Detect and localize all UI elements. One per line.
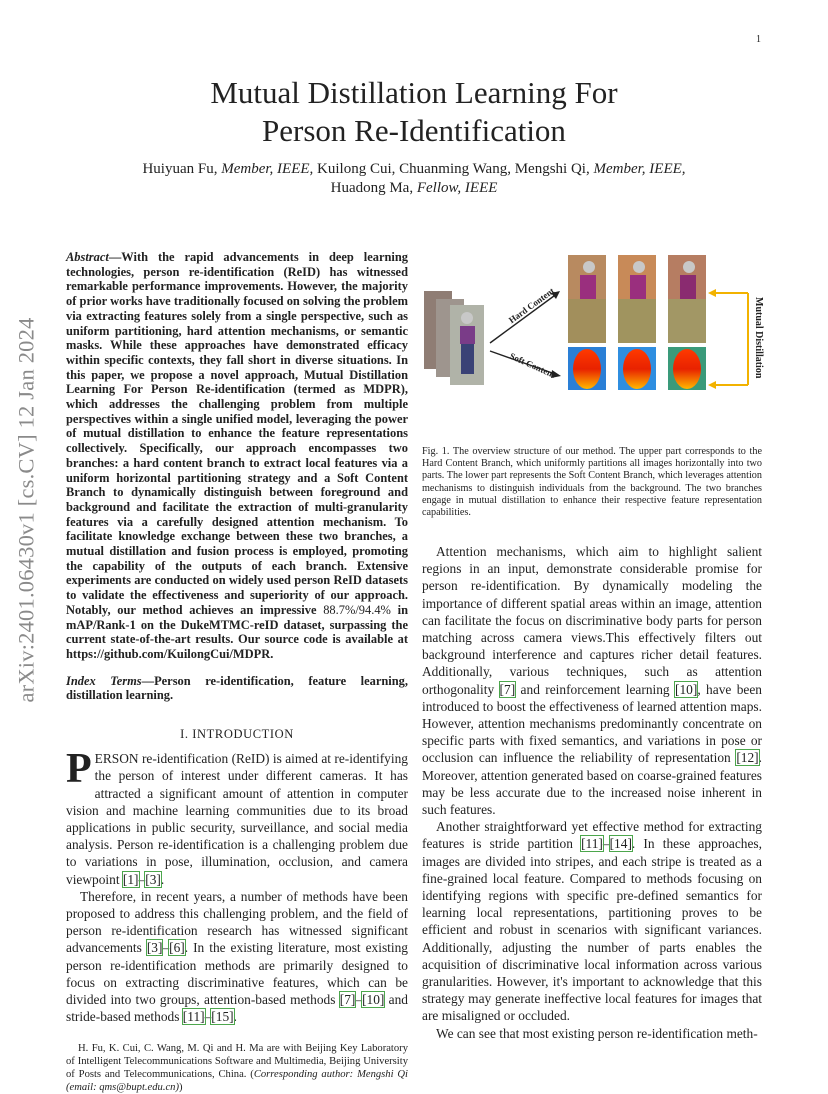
index-terms-label: Index Terms xyxy=(66,673,142,688)
heatmap-1-hotspot xyxy=(573,349,601,389)
intro-paragraph-2 xyxy=(66,888,408,1026)
right-column xyxy=(422,543,762,1042)
abstract-text-2: in mAP/Rank-1 on the DukeMTMC-reID dataset, surpassing the current state-of-the-art results. Our source code is available at https://github.com/KuilongCui/MDPR. xyxy=(66,602,408,661)
hard-image-1-lower xyxy=(568,299,606,343)
abstract-metric: 88.7%/94.4% xyxy=(323,602,391,617)
soft-content-label: Soft Content xyxy=(508,350,557,380)
hard-person-1 xyxy=(580,275,596,299)
right-p2-text-2: . In these approaches, images are divided into stripes, and each stripe is treated as a fine-grained local feature. Compared to methods focusing on identifying regions with specific pre-defined semantics for learning local representations, partitioning proves to be efficient and robust in scenarios with significant variances. Additionally, adjusting the number of parts enables the acquisition of discriminative local information across various granularities. However, it's important to acknowledge that this strategy may generate ineffective local features for images that are misaligned or occluded. xyxy=(422,836,762,1024)
mutual-distillation-label: Mutual Distillation xyxy=(753,297,764,379)
hard-person-3 xyxy=(680,275,696,299)
citation-link[interactable]: [7] xyxy=(499,681,516,697)
citation-link[interactable]: [11] xyxy=(581,836,603,852)
bracket-top-arrowhead xyxy=(708,289,716,297)
citation-link[interactable]: [11] xyxy=(182,1009,205,1025)
citation-dash: – xyxy=(162,940,170,956)
abstract-label: Abstract xyxy=(66,250,109,264)
intro-p1-text: ERSON re-identification (ReID) is aimed at re-identifying the person of interest under different cameras. It has attracted a significant amount of attention in computer vision and machine learning communities due to its broad applications in public security, surveillance, and social media analysis. Person re-identification is a challenging problem due to variations in pose, illumination, occlusion, and camera viewpoint xyxy=(66,751,408,887)
intro-p1-end: . xyxy=(160,871,165,887)
author-text-1: Huiyuan Fu, xyxy=(142,161,222,177)
citation-link[interactable]: [14] xyxy=(609,836,632,852)
face-mask xyxy=(461,312,473,324)
title-line-1: Mutual Distillation Learning For xyxy=(210,75,618,110)
figure-1-diagram xyxy=(420,255,772,390)
index-terms xyxy=(66,674,408,703)
citation-link[interactable]: [10] xyxy=(675,681,698,697)
person-shirt xyxy=(460,326,475,344)
author-list xyxy=(100,160,728,198)
citation-link[interactable]: [15] xyxy=(211,1009,234,1025)
section-heading-introduction: I. INTRODUCTION xyxy=(180,727,294,742)
affiliation-footnote xyxy=(66,1042,408,1094)
input-image-stack xyxy=(424,291,484,385)
author-membership-3: Fellow, IEEE xyxy=(416,180,498,196)
face-mask xyxy=(633,261,645,273)
heatmap-2-hotspot xyxy=(623,349,651,389)
author-membership-1: Member, IEEE, xyxy=(221,161,314,177)
citation-dash: – xyxy=(355,991,363,1007)
soft-content-heatmaps xyxy=(568,347,706,390)
citation-link[interactable]: [10] xyxy=(362,991,385,1007)
author-membership-2: Member, IEEE, xyxy=(593,161,686,177)
abstract-text-1: —With the rapid advancements in deep learning technologies, person re-identification (ReID) has witnessed remarkable performance improvements. However, the majority of prior works have traditionally focused on solving the problem via extracting features solely from a single perspective, such as uniform partitioning, hard attention mechanisms, or semantic masks. While these approaches have demonstrated efficacy within specific contexts, they fall short in diverse situations. In this paper, we propose a novel approach, Mutual Distillation Learning For Person Re-identification (termed as MDPR), which addresses the challenging problem from multiple perspectives within a single unified model, leveraging the power of mutual distillation to enhance the feature representations collectively. Specifically, our approach encompasses two branches: a hard content branch to extract local features via a uniform horizontal partitioning strategy and a Soft Content Branch to dynamically distinguish between foreground and background and facilitate the extraction of multi-granularity features via a carefully designed attention mechanism. To facilitate knowledge exchange between these two branches, a mutual distillation and fusion process is employed, promoting the capability of the outputs of each branch. Extensive experiments are conducted on widely used person ReID datasets to validate the effectiveness and superiority of our approach. Notably, our method achieves an impressive xyxy=(66,250,408,617)
index-terms-text: —Person re-identification, feature learning, distillation learning. xyxy=(66,673,409,703)
abstract xyxy=(66,250,408,662)
footnote-text: H. Fu, K. Cui, C. Wang, M. Qi and H. Ma are with Beijing Key Laboratory of Intelligent Telecommunications Software and Multimedia, Beijing University of Posts and Telecommunications, China. ( xyxy=(66,1043,408,1081)
footnote-end: ) xyxy=(179,1082,183,1094)
citation-link[interactable]: [1] xyxy=(122,871,139,887)
left-column xyxy=(66,250,408,1094)
citation-link[interactable]: [6] xyxy=(169,940,185,956)
right-p2-text-1: Another straightforward yet effective method for extracting features is stride partition xyxy=(422,819,762,852)
figure-1-caption: Fig. 1. The overview structure of our method. The upper part corresponds to the Hard Content Branch, which uniformly partitions all images horizontally into two parts. The lower part represents the Soft Content Branch, which leverages attention mechanisms to distinguish individuals from the background. The two branches engage in mutual distillation to enhance their respective feature representation capabilities. xyxy=(422,446,762,519)
paper-title xyxy=(120,74,708,150)
page-number: 1 xyxy=(756,34,761,45)
citation-dash: – xyxy=(602,836,610,852)
drop-cap: P xyxy=(66,746,92,793)
intro-p2-text-3: and stride-based methods xyxy=(66,991,408,1025)
intro-p2-text-2: . In the existing literature, most existing person re-identification methods are primarily designed to focus on extracting discriminative features, which can be divided into two groups, attention-based methods xyxy=(66,940,408,1007)
author-text-2: Kuilong Cui, Chuanming Wang, Mengshi Qi, xyxy=(313,161,594,177)
face-mask xyxy=(683,261,695,273)
citation-link[interactable]: [7] xyxy=(339,991,356,1007)
right-paragraph-2 xyxy=(422,818,762,1024)
intro-p2-text-1: Therefore, in recent years, a number of methods have been proposed to address this challenging problem, and the field of person re-identification research has witnessed significant advancements xyxy=(66,888,408,956)
arxiv-identifier xyxy=(10,300,44,720)
right-p1-text-3: , have been introduced to boost the effectiveness of learned attention maps. However, attention mechanisms predominantly concentrate on specific parts with fixed semantics, and variations in pose or occlusion can influence the reliability of representation xyxy=(422,681,762,766)
face-mask xyxy=(583,261,595,273)
bracket-bottom-arrowhead xyxy=(708,381,716,389)
hard-content-images xyxy=(568,255,706,343)
citation-dash: – xyxy=(204,1009,212,1025)
citation-dash: – xyxy=(138,871,146,887)
right-paragraph-3: We can see that most existing person re-identification meth- xyxy=(436,1025,758,1041)
citation-link[interactable]: [3] xyxy=(145,871,161,887)
citation-link[interactable]: [3] xyxy=(146,940,163,956)
heatmap-3-hotspot xyxy=(673,349,701,389)
figure-1 xyxy=(420,255,772,390)
mutual-distillation-bracket xyxy=(708,289,748,389)
right-p1-text-4: . Moreover, attention generated based on coarse-grained features may be less accurate due to the increased noise inherent in such features. xyxy=(422,750,762,818)
intro-paragraph-1 xyxy=(66,746,408,888)
hard-person-2 xyxy=(630,275,646,299)
hard-content-arrow xyxy=(490,293,558,343)
right-p1-text-2: and reinforcement learning xyxy=(515,681,676,697)
author-text-3: Huadong Ma, xyxy=(330,180,417,196)
footnote-corresponding: Corresponding author: Mengshi Qi (email: qms@bupt.edu.cn) xyxy=(66,1069,408,1094)
citation-link[interactable]: [12] xyxy=(736,750,759,766)
hard-content-label: Hard Content xyxy=(506,285,557,326)
title-line-2: Person Re-Identification xyxy=(262,113,566,148)
intro-p2-end: . xyxy=(233,1009,237,1025)
person-legs xyxy=(461,344,474,374)
hard-image-3-lower xyxy=(668,299,706,343)
right-p1-text-1: Attention mechanisms, which aim to highlight salient regions in an input, demonstrate considerable promise for person re-identification. By dynamically modeling the importance of different spatial areas within an image, attention can facilitate the focus on discriminative body parts for person matching across camera views.This effectively filters out background interference and captures richer detail features. Additionally, various techniques, such as attention orthogonality xyxy=(422,544,762,697)
arxiv-identifier-text: arXiv:2401.06430v1 [cs.CV] 12 Jan 2024 xyxy=(14,317,39,703)
right-paragraph-1 xyxy=(422,543,762,818)
hard-image-2-lower xyxy=(618,299,656,343)
